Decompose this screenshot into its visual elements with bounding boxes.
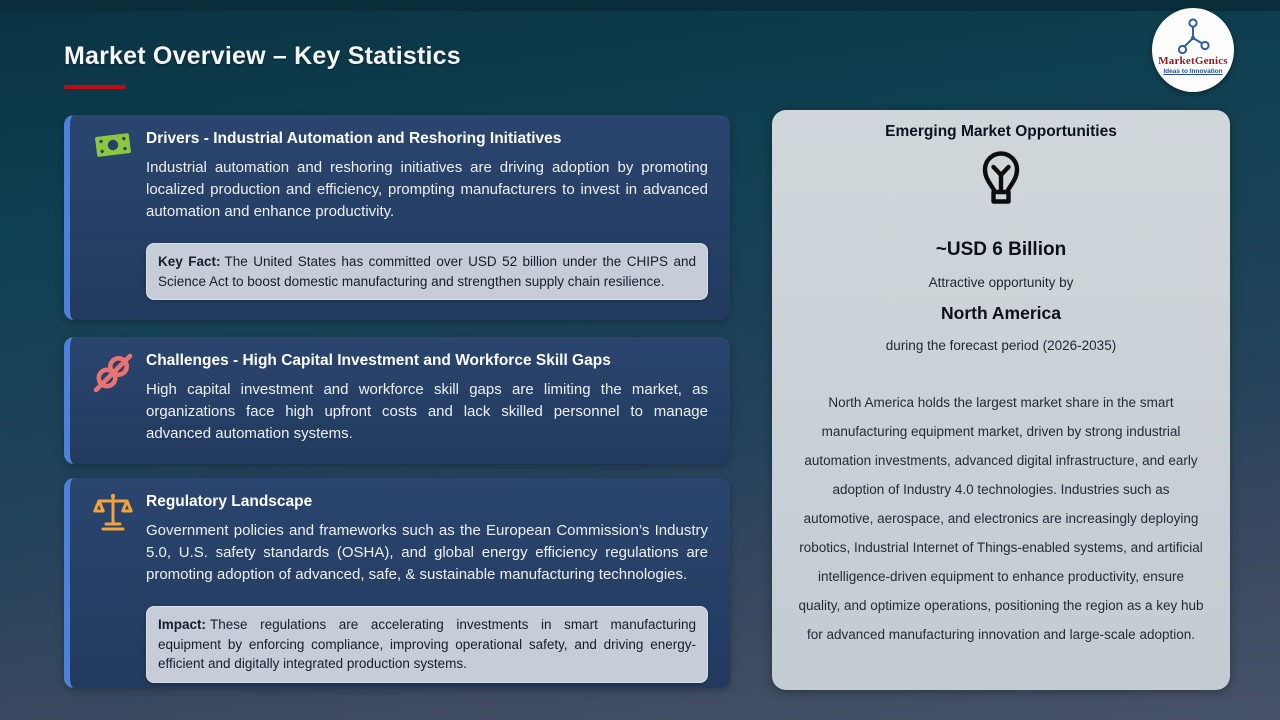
challenges-card	[64, 337, 730, 464]
opportunity-description: North America holds the largest market share in the smart manufacturing equipment market, driven by strong industrial automation investments, advanced digital infrastructure, and early adoption of Industry 4.0 technologies. Industries such as automotive, aerospace, and electronics are increasingly deploying robotics, Industrial Internet of Things-enabled systems, and artificial intelligence-driven equipment to enhance productivity, ensure quality, and optimize operations, positioning the region as a key hub for advanced manufacturing innovation and large-scale adoption.	[798, 395, 1204, 642]
impact-box	[146, 606, 708, 683]
key-fact-box	[146, 243, 708, 300]
opportunity-value: ~USD 6 Billion	[935, 239, 1067, 260]
logo-name: MarketGenics	[1158, 55, 1228, 67]
card-body: Industrial automation and reshoring initiatives are driving adoption by promoting localized production and efficiency, prompting manufacturers to invest in advanced automation and enhance productivity.	[146, 159, 708, 220]
opportunity-caption: Attractive opportunity by	[928, 275, 1074, 290]
lightbulb-icon	[772, 150, 1230, 215]
page-title: Market Overview – Key Statistics	[64, 42, 461, 70]
panel-title: Emerging Market Opportunities	[885, 123, 1117, 140]
broken-link-icon	[92, 351, 134, 397]
callout-label: Impact:	[158, 617, 207, 632]
money-icon	[92, 129, 134, 175]
card-title: Challenges - High Capital Investment and Workforce Skill Gaps	[146, 352, 611, 369]
regulatory-card	[64, 478, 730, 688]
opportunity-panel	[772, 110, 1230, 690]
drivers-card	[64, 115, 730, 320]
logo-badge	[1152, 8, 1234, 92]
card-title: Drivers - Industrial Automation and Reshoring Initiatives	[146, 130, 562, 147]
title-underline	[64, 85, 126, 89]
card-body: Government policies and frameworks such as the European Commission’s Industry 5.0, U.S. safety standards (OSHA), and global energy efficiency regulations are promoting adoption of advanced, safe, & sustainable manufacturing technologies.	[146, 522, 708, 583]
molecule-icon	[1176, 16, 1210, 56]
card-body: High capital investment and workforce skill gaps are limiting the market, as organizations face high upfront costs and lack skilled personnel to manage advanced automation systems.	[146, 381, 708, 442]
card-title: Regulatory Landscape	[146, 493, 313, 510]
opportunity-region: North America	[941, 303, 1061, 323]
callout-label: Key Fact:	[158, 254, 221, 269]
callout-text: These regulations are accelerating investments in smart manufacturing equipment by enforcing compliance, improving operational safety, and driving energy-efficient and digitally integrated production systems.	[158, 617, 696, 671]
scales-icon	[92, 492, 134, 538]
logo-tagline: Ideas to Innovation	[1163, 68, 1223, 75]
opportunity-period: during the forecast period (2026-2035)	[885, 338, 1117, 353]
callout-text: The United States has committed over USD 52 billion under the CHIPS and Science Act to boost domestic manufacturing and strengthen supply chain resilience.	[158, 254, 696, 289]
top-strip	[0, 0, 1280, 11]
